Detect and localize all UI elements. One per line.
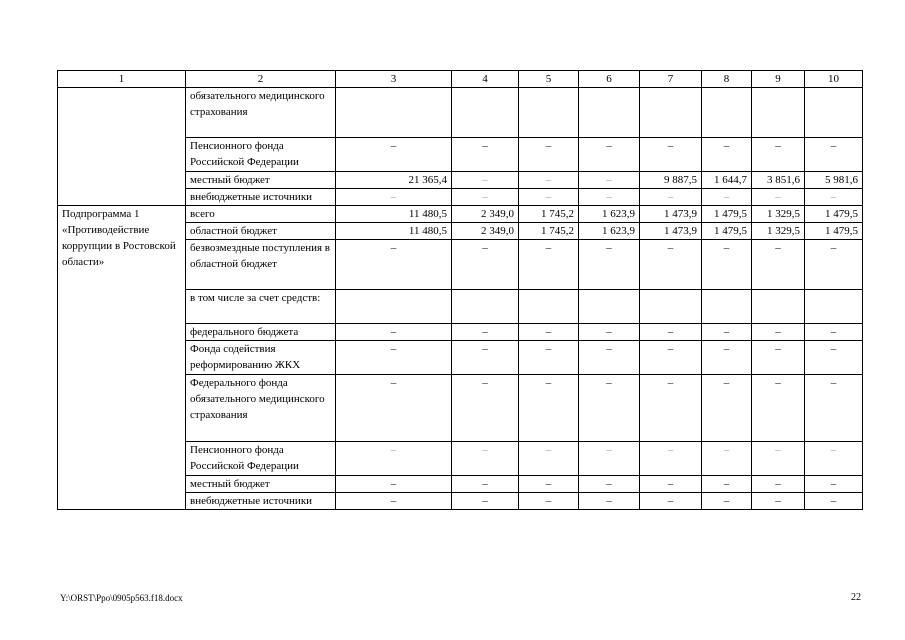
table-cell <box>805 88 863 138</box>
table-cell: 1 623,9 <box>579 223 640 240</box>
budget-table <box>57 70 863 510</box>
table-cell: – <box>752 493 805 510</box>
table-cell: – <box>752 341 805 375</box>
table-cell: 1 479,5 <box>702 223 752 240</box>
table-cell: – <box>579 189 640 206</box>
table-cell: – <box>640 476 702 493</box>
table-cell: – <box>336 375 452 442</box>
row-label: местный бюджет <box>186 172 336 189</box>
table-cell <box>640 290 702 324</box>
table-cell: 1 329,5 <box>752 206 805 223</box>
column-header: 2 <box>186 71 336 88</box>
table-cell: – <box>702 240 752 290</box>
table-cell <box>702 290 752 324</box>
row-label: областной бюджет <box>186 223 336 240</box>
table-cell: – <box>805 375 863 442</box>
table-cell: – <box>336 493 452 510</box>
table-cell: 1 479,5 <box>805 223 863 240</box>
table-cell: – <box>640 442 702 476</box>
table-cell: – <box>519 442 579 476</box>
column-header: 3 <box>336 71 452 88</box>
table-cell: 11 480,5 <box>336 223 452 240</box>
table-row <box>58 88 863 138</box>
column-header: 5 <box>519 71 579 88</box>
table-cell: – <box>702 324 752 341</box>
table-cell: – <box>519 189 579 206</box>
column-header: 6 <box>579 71 640 88</box>
table-cell: – <box>452 240 519 290</box>
table-cell: – <box>702 341 752 375</box>
table-cell: – <box>452 189 519 206</box>
table-cell <box>452 290 519 324</box>
table-cell <box>336 290 452 324</box>
table-cell: – <box>752 324 805 341</box>
table-cell: – <box>805 442 863 476</box>
table-group-subprogram-1 <box>58 206 863 510</box>
empty-cell <box>58 88 186 206</box>
table-cell: – <box>519 138 579 172</box>
column-header: 4 <box>452 71 519 88</box>
table-cell <box>702 88 752 138</box>
table-cell: – <box>640 189 702 206</box>
table-group-previous <box>58 88 863 206</box>
row-label: Фонда содействия реформированию ЖКХ <box>186 341 336 375</box>
table-cell: – <box>579 493 640 510</box>
table-cell: – <box>579 375 640 442</box>
column-header: 7 <box>640 71 702 88</box>
table-cell <box>579 290 640 324</box>
table-cell: – <box>752 375 805 442</box>
table-cell: – <box>519 375 579 442</box>
table-cell: – <box>752 189 805 206</box>
row-label: безвозмездные поступления в областной бюджет <box>186 240 336 290</box>
table-cell: – <box>805 324 863 341</box>
table-cell: – <box>805 476 863 493</box>
table-cell: 1 745,2 <box>519 223 579 240</box>
table-cell: – <box>452 476 519 493</box>
table-cell: – <box>579 442 640 476</box>
row-label: Пенсионного фонда Российской Федерации <box>186 138 336 172</box>
table-cell: – <box>805 341 863 375</box>
table-cell <box>579 88 640 138</box>
table-cell: – <box>519 476 579 493</box>
table-cell: – <box>519 341 579 375</box>
table-cell: – <box>452 493 519 510</box>
table-cell: – <box>336 341 452 375</box>
table-cell: 1 644,7 <box>702 172 752 189</box>
table-cell: – <box>805 138 863 172</box>
table-cell: – <box>640 138 702 172</box>
table-row <box>58 206 863 223</box>
table-cell: – <box>640 493 702 510</box>
table-header-row <box>58 71 863 88</box>
table-cell: – <box>640 324 702 341</box>
column-header: 8 <box>702 71 752 88</box>
table-cell: 1 623,9 <box>579 206 640 223</box>
table-cell <box>752 88 805 138</box>
file-path: Y:\ORST\Ppo\0905p563.f18.docx <box>60 593 183 603</box>
table-cell: – <box>519 324 579 341</box>
table-cell: – <box>519 493 579 510</box>
row-label: обязательного медицинского страхования <box>186 88 336 138</box>
table-cell: – <box>336 189 452 206</box>
table-cell <box>519 290 579 324</box>
table-cell: – <box>702 442 752 476</box>
table-cell: – <box>336 476 452 493</box>
table-cell: – <box>519 172 579 189</box>
table-cell: – <box>336 240 452 290</box>
table-cell: – <box>336 442 452 476</box>
table-cell: – <box>452 375 519 442</box>
table-cell <box>519 88 579 138</box>
table-cell: 2 349,0 <box>452 206 519 223</box>
table-cell <box>640 88 702 138</box>
row-label: в том числе за счет средств: <box>186 290 336 324</box>
table-cell: – <box>805 493 863 510</box>
table-cell: – <box>579 476 640 493</box>
table-cell: – <box>702 476 752 493</box>
table-cell: – <box>452 341 519 375</box>
table-cell: – <box>752 138 805 172</box>
table-cell: 1 745,2 <box>519 206 579 223</box>
table-cell: – <box>452 442 519 476</box>
table-cell: 1 473,9 <box>640 223 702 240</box>
table-cell: – <box>640 375 702 442</box>
row-label: всего <box>186 206 336 223</box>
table-cell <box>752 290 805 324</box>
table-cell: – <box>579 138 640 172</box>
table-cell: – <box>452 324 519 341</box>
table-cell: 1 479,5 <box>805 206 863 223</box>
table-cell: 11 480,5 <box>336 206 452 223</box>
table-cell: – <box>452 172 519 189</box>
column-header: 1 <box>58 71 186 88</box>
table-cell: – <box>702 138 752 172</box>
row-label: Пенсионного фонда Российской Федерации <box>186 442 336 476</box>
table-cell <box>336 88 452 138</box>
table-cell: – <box>805 240 863 290</box>
table-cell: – <box>752 476 805 493</box>
row-label: внебюджетные источники <box>186 493 336 510</box>
table-cell: 1 473,9 <box>640 206 702 223</box>
table-cell: – <box>752 240 805 290</box>
row-label: местный бюджет <box>186 476 336 493</box>
table-cell: – <box>702 375 752 442</box>
table-cell <box>452 88 519 138</box>
column-header: 10 <box>805 71 863 88</box>
table-cell <box>805 290 863 324</box>
table-cell: – <box>336 324 452 341</box>
table-cell: – <box>336 138 452 172</box>
row-label: внебюджетные источники <box>186 189 336 206</box>
table-cell: 21 365,4 <box>336 172 452 189</box>
table-cell: – <box>640 341 702 375</box>
table-cell: 1 479,5 <box>702 206 752 223</box>
table-cell: – <box>805 189 863 206</box>
column-header: 9 <box>752 71 805 88</box>
table-cell: 2 349,0 <box>452 223 519 240</box>
table-cell: 5 981,6 <box>805 172 863 189</box>
table-cell: – <box>579 172 640 189</box>
table-cell: – <box>752 442 805 476</box>
table-cell: – <box>579 324 640 341</box>
table-cell: – <box>579 341 640 375</box>
table-cell: 9 887,5 <box>640 172 702 189</box>
table-cell: – <box>702 493 752 510</box>
program-label: Подпрограмма 1 «Противодействие коррупции в Ростовской области» <box>58 206 186 510</box>
table-cell: 1 329,5 <box>752 223 805 240</box>
row-label: федерального бюджета <box>186 324 336 341</box>
table-cell: – <box>519 240 579 290</box>
table-cell: 3 851,6 <box>752 172 805 189</box>
table-cell: – <box>640 240 702 290</box>
table-cell: – <box>579 240 640 290</box>
table-cell: – <box>452 138 519 172</box>
table-cell: – <box>702 189 752 206</box>
row-label: Федерального фонда обязательного медицинского страхования <box>186 375 336 442</box>
page-number: 22 <box>851 592 861 603</box>
